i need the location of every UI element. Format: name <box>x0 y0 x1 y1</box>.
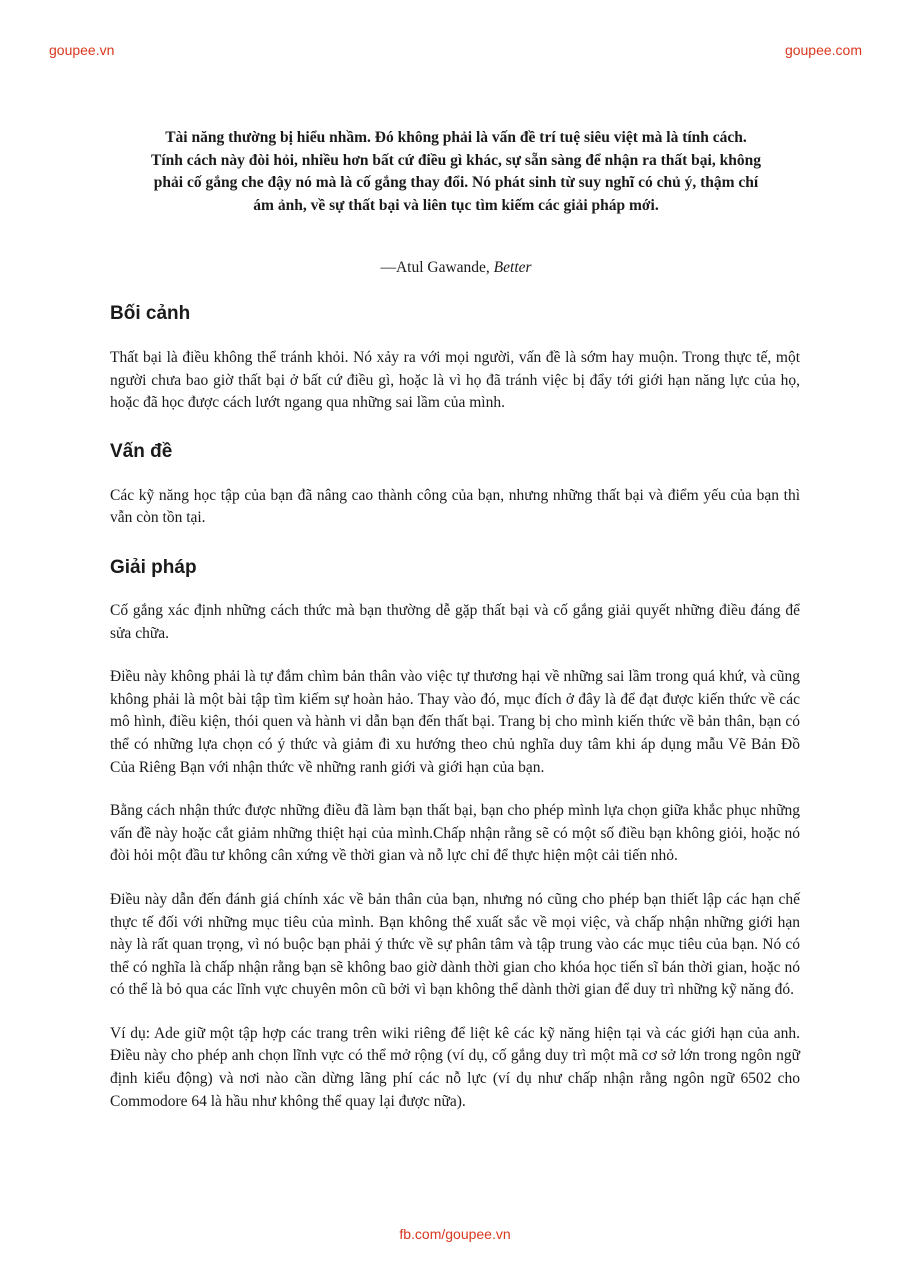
header-link-goupee-com[interactable]: goupee.com <box>784 42 862 58</box>
quote-attribution <box>150 259 762 277</box>
attribution-author: —Atul Gawande, <box>380 259 494 276</box>
paragraph-solution-3: Bằng cách nhận thức được những điều đã làm bạn thất bại, bạn cho phép mình lựa chọn giữa khắc phục những vấn đề này hoặc cắt giảm những thiệt hại của mình.Chấp nhận rằng sẽ có một số điều bạn không giỏi, hoặc nó đòi hỏi một đầu tư không cân xứng về thời gian và nỗ lực chỉ để thực hiện một cải tiến nhỏ. <box>110 802 800 865</box>
paragraph-solution-example: Ví dụ: Ade giữ một tập hợp các trang trên wiki riêng để liệt kê các kỹ năng hiện tại và các giới hạn của anh. Điều này cho phép anh chọn lĩnh vực có thể mở rộng (ví dụ, cố gắng duy trì một mã cơ sở lớn trong ngôn ngữ định kiểu động) và nơi nào cần dừng lãng phí các nỗ lực (ví dụ như chấp nhận rằng ngôn ngữ 6502 cho Commodore 64 là hầu như không thể quay lại được nữa). <box>110 1024 800 1110</box>
heading-solution: Giải pháp <box>110 556 197 578</box>
article-body <box>110 300 800 1113</box>
paragraph-solution-4: Điều này dẫn đến đánh giá chính xác về bản thân của bạn, nhưng nó cũng cho phép bạn thiết lập các hạn chế thực tế đối với những mục tiêu của mình. Bạn không thể xuất sắc về mọi việc, và chấp nhận những giới hạn này là rất quan trọng, vì nó buộc bạn phải ý thức về sự phân tâm và tập trung vào các mục tiêu của bạn. Nó có thể có nghĩa là chấp nhận rằng bạn sẽ không bao giờ dành thời gian cho khóa học tiến sĩ bán thời gian, hoặc nó có thể là bỏ qua các lĩnh vực chuyên môn cũ bởi vì bạn không thể dành thời gian để duy trì những kỹ năng đó. <box>110 890 800 999</box>
paragraph-problem: Các kỹ năng học tập của bạn đã nâng cao thành công của bạn, nhưng những thất bại và điểm yếu của bạn thì vẫn còn tồn tại. <box>110 486 800 527</box>
paragraph-solution-2: Điều này không phải là tự đắm chìm bản thân vào việc tự thương hại về những sai lầm trong quá khứ, và cũng không phải là một bài tập tìm kiếm sự hoàn hảo. Thay vào đó, mục đích ở đây là để đạt được kiến thức về các mô hình, điều kiện, thói quen và hành vi dẫn bạn đến thất bại. Trang bị cho mình kiến thức về bản thân, bạn có thể có những lựa chọn có ý thức và giảm đi xu hướng theo chủ nghĩa duy tâm khi áp dụng mẫu Vẽ Bản Đồ Của Riêng Bạn với nhận thức về những ranh giới và giới hạn của bạn. <box>110 668 800 776</box>
paragraph-context: Thất bại là điều không thể tránh khỏi. Nó xảy ra với mọi người, vấn đề là sớm hay muộn. Trong thực tế, một người chưa bao giờ thất bại ở bất cứ điều gì, hoặc là vì họ đã tránh việc bị đẩy tới giới hạn năng lực của họ, hoặc đã học được cách lướt ngang qua những sai lầm của mình. <box>110 349 800 412</box>
paragraph-solution-1: Cố gắng xác định những cách thức mà bạn thường dễ gặp thất bại và cố gắng giải quyết những điều đáng để sửa chữa. <box>110 601 800 642</box>
heading-context: Bối cảnh <box>110 303 191 324</box>
footer-link-facebook[interactable]: fb.com/goupee.vn <box>399 1226 511 1242</box>
attribution-book-title: Better <box>493 259 532 276</box>
header-link-goupee-vn[interactable]: goupee.vn <box>49 42 115 58</box>
heading-problem: Vấn đề <box>110 440 173 462</box>
epigraph-quote: Tài năng thường bị hiểu nhầm. Đó không phải là vấn đề trí tuệ siêu việt mà là tính cách. Tính cách này đòi hỏi, nhiều hơn bất cứ điều gì khác, sự sẵn sàng để nhận ra thất bại, không phải cố gắng che đậy nó mà là cố gắng thay đổi. Nó phát sinh từ suy nghĩ có chủ ý, thậm chí ám ảnh, về sự thất bại và liên tục tìm kiếm các giải pháp mới. <box>151 129 761 214</box>
